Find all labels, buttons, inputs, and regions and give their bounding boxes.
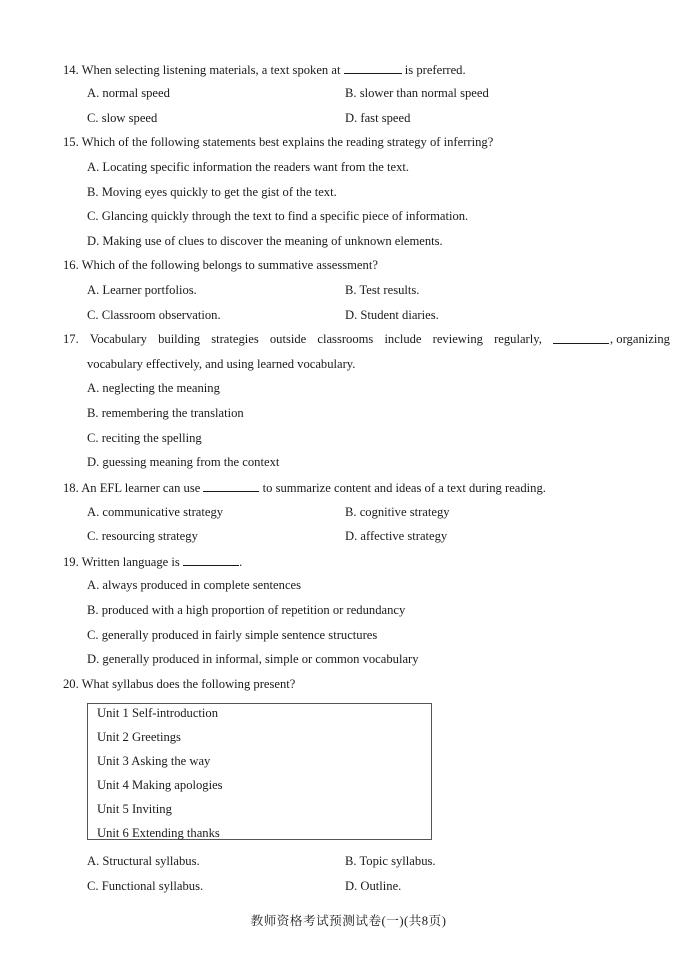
option-d: D. guessing meaning from the context (87, 455, 280, 469)
question-14-stem-start: 14. When selecting listening materials, a text spoken at (63, 63, 341, 77)
stem-word: include (384, 332, 422, 346)
option-b: B. Moving eyes quickly to get the gist of the text. (87, 185, 337, 199)
question-20-stem: 20. What syllabus does the following present? (63, 677, 296, 691)
option-d: D. affective strategy (345, 529, 448, 543)
question-19-stem (63, 553, 242, 570)
option-a: A. always produced in complete sentences (87, 578, 302, 592)
option-c: C. Glancing quickly through the text to find a specific piece of information. (87, 209, 469, 223)
stem-word: outside (269, 332, 307, 346)
syllabus-unit: Unit 6 Extending thanks (97, 826, 220, 840)
option-c: C. generally produced in fairly simple sentence structures (87, 628, 378, 642)
stem-word: strategies (211, 332, 259, 346)
answer-blank (203, 479, 259, 492)
question-19-stem-end: . (239, 555, 243, 569)
option-b: B. Topic syllabus. (345, 854, 436, 868)
question-16-stem: 16. Which of the following belongs to summative assessment? (63, 258, 378, 272)
option-c: C. slow speed (87, 111, 158, 125)
option-a: A. normal speed (87, 86, 170, 100)
answer-blank (183, 553, 239, 566)
option-b: B. Test results. (345, 283, 420, 297)
option-c: C. Functional syllabus. (87, 879, 204, 893)
stem-word: building (158, 332, 201, 346)
option-a: A. Locating specific information the readers want from the text. (87, 160, 410, 174)
syllabus-unit: Unit 3 Asking the way (97, 754, 211, 768)
option-b: B. remembering the translation (87, 406, 244, 420)
option-c: C. reciting the spelling (87, 431, 202, 445)
question-18-stem (63, 479, 546, 496)
question-17-stem-line-2: vocabulary effectively, and using learned vocabulary. (87, 357, 356, 371)
question-number: 17. (63, 332, 79, 346)
syllabus-units-box (87, 703, 432, 840)
answer-blank (344, 61, 402, 74)
question-14-stem (63, 61, 466, 78)
option-a: A. communicative strategy (87, 505, 224, 519)
stem-word: Vocabulary (89, 332, 147, 346)
stem-word: , organizing (610, 332, 670, 346)
option-b: B. cognitive strategy (345, 505, 450, 519)
option-b: B. slower than normal speed (345, 86, 489, 100)
option-b: B. produced with a high proportion of repetition or redundancy (87, 603, 406, 617)
question-17-stem-line-1 (63, 331, 670, 347)
option-d: D. Outline. (345, 879, 402, 893)
option-a: A. neglecting the meaning (87, 381, 220, 395)
option-a: A. Learner portfolios. (87, 283, 197, 297)
option-d: D. Making use of clues to discover the meaning of unknown elements. (87, 234, 443, 248)
stem-word: reviewing (432, 332, 483, 346)
syllabus-unit: Unit 2 Greetings (97, 730, 181, 744)
page-footer: 教师资格考试预测试卷(一)(共8页) (250, 914, 447, 928)
question-15-stem: 15. Which of the following statements best explains the reading strategy of inferring? (63, 135, 494, 149)
syllabus-unit: Unit 5 Inviting (97, 802, 172, 816)
stem-blank-group (553, 331, 670, 347)
option-a: A. Structural syllabus. (87, 854, 200, 868)
answer-blank (553, 331, 609, 344)
syllabus-unit: Unit 4 Making apologies (97, 778, 223, 792)
option-d: D. generally produced in informal, simple or common vocabulary (87, 652, 419, 666)
option-c: C. resourcing strategy (87, 529, 198, 543)
stem-word: regularly, (494, 332, 542, 346)
question-14-stem-end: is preferred. (404, 63, 466, 77)
question-19-stem-start: 19. Written language is (63, 555, 180, 569)
question-18-stem-end: to summarize content and ideas of a text during reading. (262, 481, 546, 495)
question-18-stem-start: 18. An EFL learner can use (63, 481, 201, 495)
option-d: D. Student diaries. (345, 308, 439, 322)
option-c: C. Classroom observation. (87, 308, 221, 322)
syllabus-unit: Unit 1 Self-introduction (97, 706, 219, 720)
stem-word: classrooms (317, 332, 374, 346)
option-d: D. fast speed (345, 111, 411, 125)
